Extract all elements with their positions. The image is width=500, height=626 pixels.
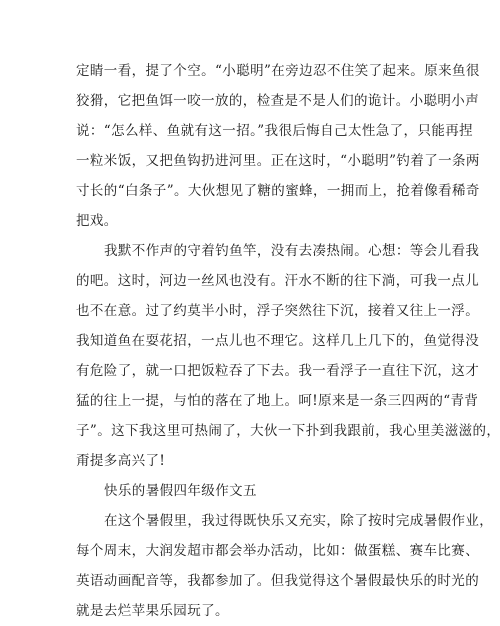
text-line: 狡猾，它把鱼饵一咬一放的，检查是不是人们的诡计。小聪明小声	[76, 93, 480, 109]
text-line: 也不在意。过了约莫半小时，浮子突然往下沉，接着又往上一浮。	[76, 303, 480, 319]
paragraph	[76, 56, 480, 236]
text-line: 定睛一看，提了个空。“小聪明”在旁边忍不住笑了起来。原来鱼很	[76, 63, 480, 79]
text-line: 一粒米饭，又把鱼钩扔进河里。正在这时，“小聪明”钓着了一条两	[76, 153, 480, 169]
text-line: 英语动画配音等，我都参加了。但我觉得这个暑假最快乐的时光的	[76, 573, 480, 589]
text-line: 子”。这下我这里可热闹了，大伙一下扑到我跟前，我心里美滋滋的，	[76, 423, 500, 439]
text-line: 把戏。	[76, 213, 118, 229]
paragraph	[76, 506, 494, 626]
text-line: 就是去烂苹果乐园玩了。	[76, 603, 229, 619]
text-line: 在这个暑假里，我过得既快乐又充实，除了按时完成暑假作业，	[104, 513, 494, 529]
text-line: 我默不作声的守着钓鱼竿，没有去凑热闹。心想：等会儿看我	[104, 243, 480, 259]
paragraph	[76, 236, 500, 476]
text-line: 寸长的“白条子”。大伙想见了糖的蜜蜂，一拥而上，抢着像看稀奇	[76, 183, 480, 199]
heading-text: 快乐的暑假四年级作文五	[104, 483, 257, 499]
text-line: 猛的往上一提，与怕的落在了地上。呵!原来是一条三四两的“青背	[76, 393, 479, 409]
text-line: 的吧。这时，河边一丝风也没有。汗水不断的往下淌，可我一点儿	[76, 273, 480, 289]
text-line: 甭提多高兴了!	[76, 453, 166, 469]
text-line: 有危险了，就一口把饭粒吞了下去。我一看浮子一直往下沉，这才	[76, 363, 480, 379]
text-line: 说：“怎么样、鱼就有这一招。”我很后悔自己太性急了，只能再捏	[76, 123, 474, 139]
section-heading	[76, 476, 428, 506]
text-line: 每个周末，大润发超市都会举办活动，比如：做蛋糕、赛车比赛、	[76, 543, 480, 559]
article-body	[76, 56, 500, 626]
text-line: 我知道鱼在耍花招，一点儿也不理它。这样几上几下的，鱼觉得没	[76, 333, 480, 349]
